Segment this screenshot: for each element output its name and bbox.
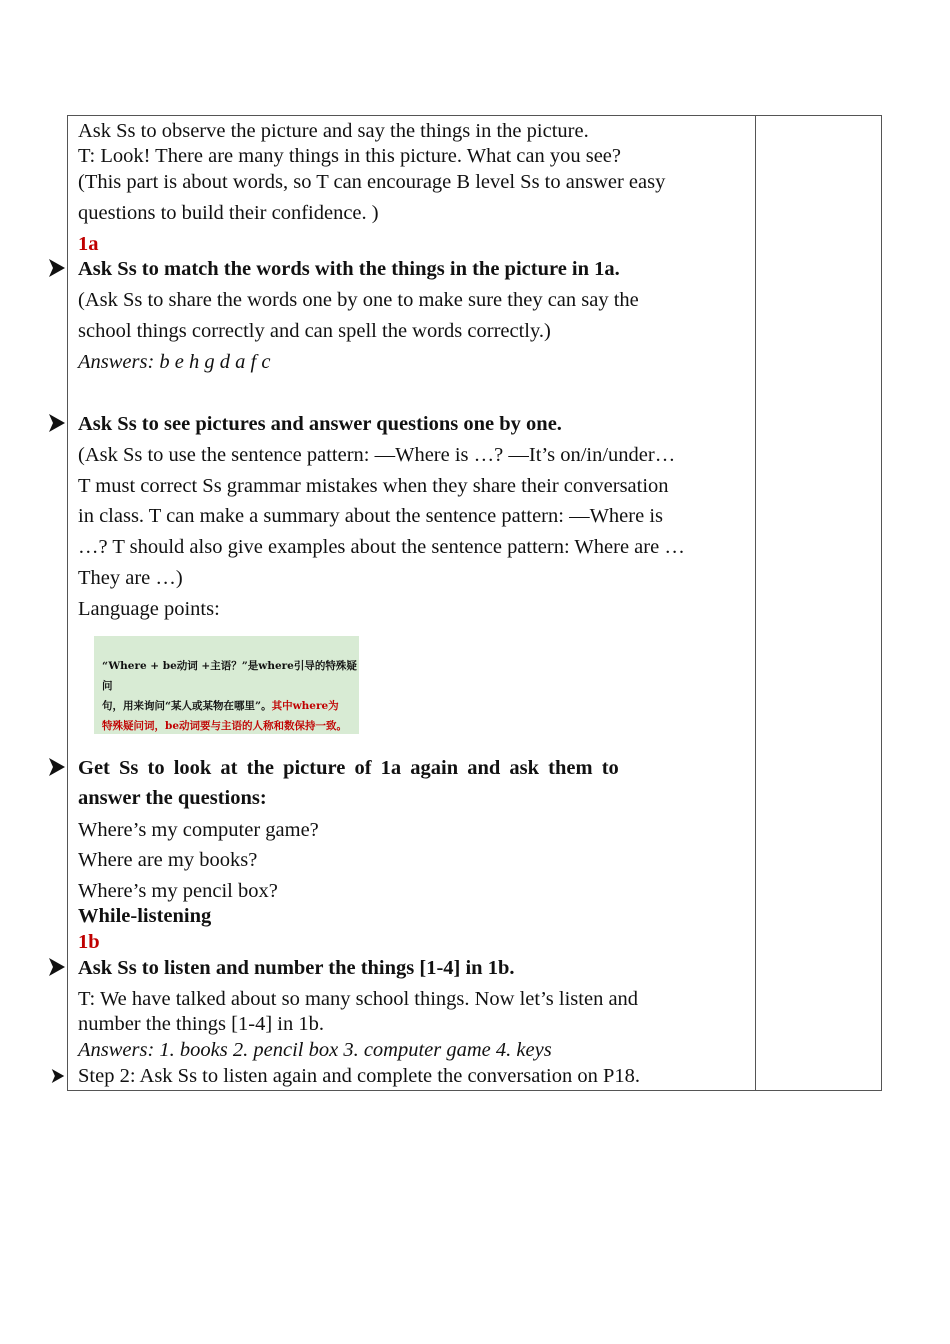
- bullet-item: [78, 956, 514, 980]
- note-text: 句，用来询问“某人或某物在哪里”。: [102, 700, 272, 712]
- text-line: questions to build their confidence. ): [78, 202, 379, 224]
- question-line: Where are my books?: [78, 849, 258, 871]
- bullet-item: [78, 257, 620, 281]
- lesson-table: [67, 115, 882, 1091]
- question-line: Where’s my computer game?: [78, 819, 319, 841]
- text-line: number the things [1-4] in 1b.: [78, 1013, 324, 1035]
- section-heading: While-listening: [78, 905, 212, 927]
- text-line: They are …): [78, 567, 183, 589]
- arrow-bullet-icon: [51, 1068, 65, 1084]
- bullet-text: Ask Ss to match the words with the things in the picture in 1a.: [78, 258, 620, 280]
- bullet-item: [78, 1064, 640, 1088]
- text-line: T must correct Ss grammar mistakes when they share their conversation: [78, 475, 669, 497]
- bullet-item: [78, 756, 619, 780]
- text-line: Language points:: [78, 598, 220, 620]
- bullet-item: [78, 412, 562, 436]
- text-line: …? T should also give examples about the sentence pattern: Where are …: [78, 536, 685, 558]
- note-line: [102, 696, 359, 716]
- arrow-bullet-icon: [48, 413, 66, 433]
- bullet-text: Ask Ss to listen and number the things [1-4] in 1b.: [78, 957, 515, 979]
- section-heading-1b: 1b: [78, 931, 100, 953]
- column-divider: [755, 116, 756, 1090]
- question-line: Where’s my pencil box?: [78, 880, 278, 902]
- text-line: (Ask Ss to share the words one by one to make sure they can say the: [78, 289, 639, 311]
- bullet-text: Ask Ss to see pictures and answer questions one by one.: [78, 413, 562, 435]
- text-line: T: We have talked about so many school things. Now let’s listen and: [78, 988, 639, 1010]
- text-line: Ask Ss to observe the picture and say the things in the picture.: [78, 120, 589, 142]
- note-line: 特殊疑问词，be动词要与主语的人称和数保持一致。: [102, 720, 348, 732]
- bullet-text: Step 2: Ask Ss to listen again and complete the conversation on P18.: [78, 1065, 640, 1087]
- text-line: (Ask Ss to use the sentence pattern: —Where is …? —It’s on/in/under…: [78, 444, 676, 466]
- text-line: school things correctly and can spell the words correctly.): [78, 320, 551, 342]
- note-line: “Where + be动词 +主语？”是where引导的特殊疑问: [102, 660, 357, 692]
- arrow-bullet-icon: [48, 258, 66, 278]
- bullet-text: Get Ss to look at the picture of 1a again and ask them to: [78, 757, 619, 779]
- arrow-bullet-icon: [48, 757, 66, 777]
- text-line: in class. T can make a summary about the sentence pattern: —Where is: [78, 505, 664, 527]
- arrow-bullet-icon: [48, 957, 66, 977]
- answers-line: Answers: b e h g d a f c: [78, 351, 271, 373]
- text-line: answer the questions:: [78, 787, 267, 809]
- text-line: (This part is about words, so T can encourage B level Ss to answer easy: [78, 171, 666, 193]
- answers-line: Answers: 1. books 2. pencil box 3. computer game 4. keys: [78, 1039, 552, 1061]
- note-red-text: 其中where为: [271, 700, 339, 712]
- section-heading-1a: 1a: [78, 233, 99, 255]
- language-points-image: [94, 636, 359, 734]
- text-line: T: Look! There are many things in this picture. What can you see?: [78, 145, 622, 167]
